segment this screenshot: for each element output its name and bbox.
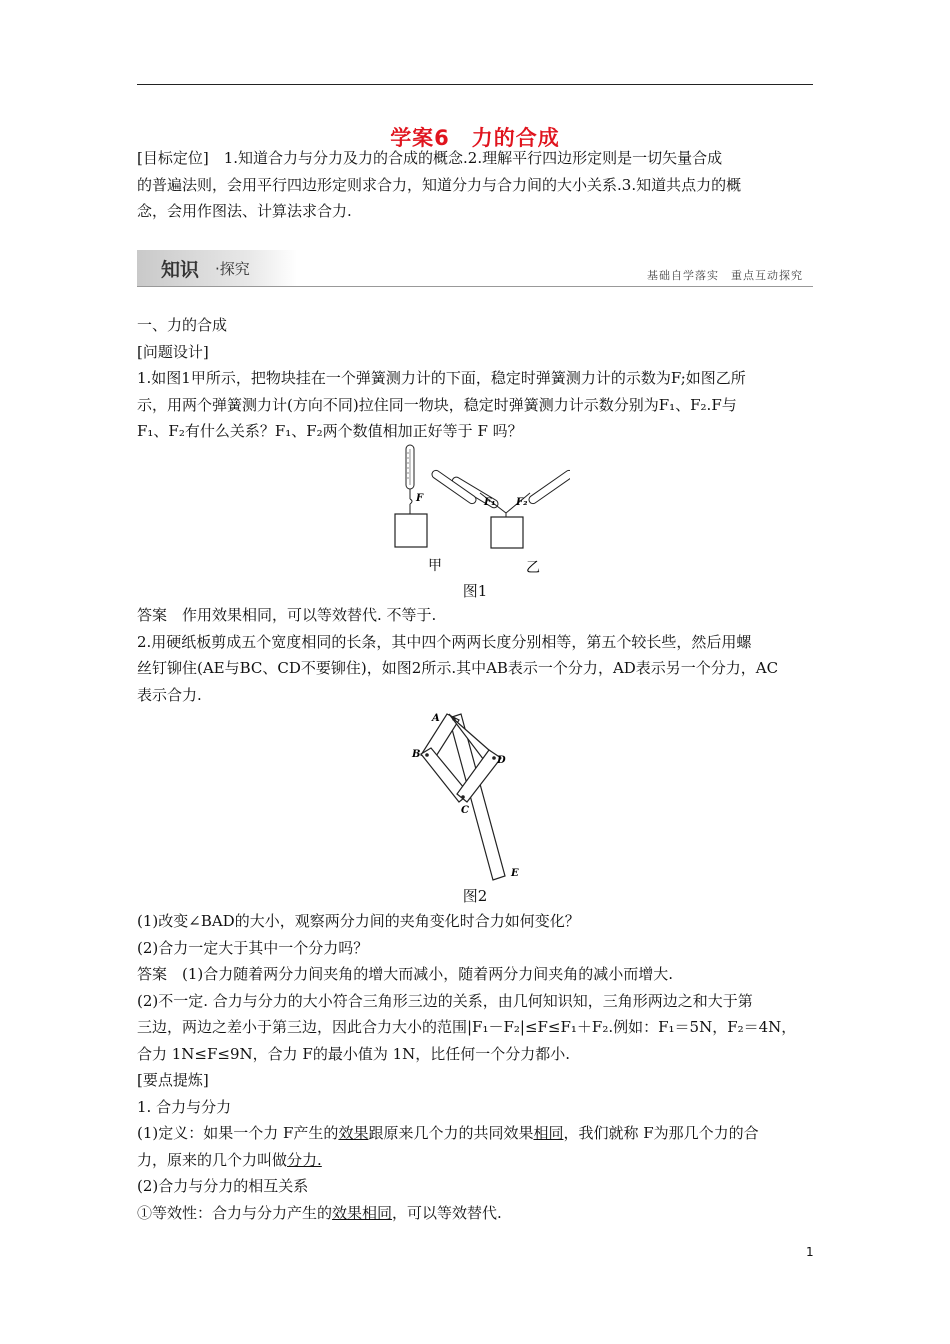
question-line: 示，用两个弹簧测力计(方向不同)拉住同一物块，稳定时弹簧测力计示数分别为F₁、F₂.F与 [137, 395, 737, 414]
label-C: C [461, 805, 469, 816]
figure-2-linkage [405, 706, 535, 884]
answer-line: 答案 (1)合力随着两分力间夹角的增大而减小，随着两分力间夹角的减小而增大. [137, 965, 674, 983]
text-span: 力，原来的几个力叫做 [137, 1150, 288, 1169]
label-F2: F₂ [516, 497, 528, 508]
label-A: A [432, 713, 440, 724]
goal-line: 的普遍法则，会用平行四边形定则求合力，知道分力与合力间的大小关系.3.知道共点力的概 [137, 175, 742, 194]
text-span: ，可以等效替代. [392, 1203, 502, 1222]
sub-question: (1)改变∠BAD的大小，观察两分力间的夹角变化时合力如何变化？ [137, 912, 580, 930]
sub-heading: [问题设计] [137, 342, 209, 361]
relation-heading: (2)合力与分力的相互关系 [137, 1177, 309, 1195]
text-span: 跟原来几个力的共同效果 [368, 1124, 534, 1142]
label-B: B [412, 749, 421, 760]
definition-line [137, 1147, 813, 1174]
sub-question: (2)合力一定大于其中一个分力吗？ [137, 938, 369, 957]
label-jia: 甲 [428, 558, 442, 574]
label-E: E [511, 868, 519, 879]
underlined-term: 效果 [338, 1124, 369, 1142]
question-line: 2.用硬纸板剪成五个宽度相同的长条，其中四个两两长度分别相等，第五个较长些，然后用螺 [137, 632, 752, 651]
page-title: 学案6 力的合成 [390, 126, 560, 150]
answer-line: (2)不一定. 合力与分力的大小符合三角形三边的关系，由几何知识知，三角形两边之和大于第 [137, 991, 753, 1010]
text-span: (1)定义：如果一个力 F产生的 [137, 1124, 339, 1142]
underlined-term: 相同 [533, 1124, 564, 1142]
learning-goals [137, 145, 813, 225]
underlined-term: 分力. [287, 1150, 322, 1169]
section-force-composition [137, 312, 813, 445]
equivalence-line [137, 1200, 813, 1227]
text-span: ，我们就称 F为那几个力的合 [563, 1124, 759, 1142]
banner-subtitle: ·探究 [215, 260, 250, 278]
label-D: D [497, 755, 506, 766]
answer-line: 三边，两边之差小于第三边，因此合力大小的范围|F₁－F₂|≤F≤F₁＋F₂.例如：F₁＝5N，F₂＝4N， [137, 1018, 797, 1036]
block-jia [395, 514, 427, 547]
question-line: 丝钉铆住(AE与BC、CD不要铆住)，如图2所示.其中AB表示一个分力，AD表示另一个分力，AC [137, 659, 779, 677]
underlined-term: 效果相同 [332, 1203, 393, 1222]
answer-line: 合力 1N≤F≤9N，合力 F的最小值为 1N，比任何一个分力都小. [137, 1044, 571, 1063]
section-banner [137, 250, 813, 288]
key-point-heading: 1. 合力与分力 [137, 1097, 232, 1116]
sub-heading: [要点提炼] [137, 1071, 209, 1089]
question-line: 表示合力. [137, 685, 202, 704]
banner-rule [137, 286, 813, 287]
question-line: 1.如图1甲所示，把物块挂在一个弹簧测力计的下面，稳定时弹簧测力计的示数为F;如图乙所 [137, 369, 746, 387]
figure-1-caption: 图1 [462, 582, 488, 600]
label-F1: F₁ [484, 497, 496, 508]
header-rule [137, 84, 813, 85]
goal-line: 念，会用作图法、计算法求合力. [137, 202, 352, 220]
section-heading: 一、力的合成 [137, 316, 228, 334]
banner-title: 知识 [161, 259, 200, 281]
figure-2-caption: 图2 [462, 887, 488, 905]
page-number: 1 [806, 1245, 814, 1259]
goal-line: [目标定位] 1.知道合力与分力及力的合成的概念.2.理解平行四边形定则是一切矢量合成 [137, 149, 723, 167]
definition-line [137, 1120, 813, 1147]
figure-1-spring-scales [380, 443, 570, 578]
label-yi: 乙 [526, 560, 540, 576]
answer-and-question-2 [137, 602, 813, 708]
question-line: F₁、F₂有什么关系？F₁、F₂两个数值相加正好等于 F 吗？ [137, 422, 523, 440]
question-2-body [137, 908, 813, 1226]
banner-tagline: 基础自学落实 重点互动探究 [647, 269, 803, 282]
text-span: ①等效性：合力与分力产生的 [137, 1203, 333, 1222]
block-yi [491, 517, 523, 548]
answer-1: 答案 作用效果相同，可以等效替代. 不等于. [137, 606, 437, 624]
label-F: F [416, 493, 424, 504]
